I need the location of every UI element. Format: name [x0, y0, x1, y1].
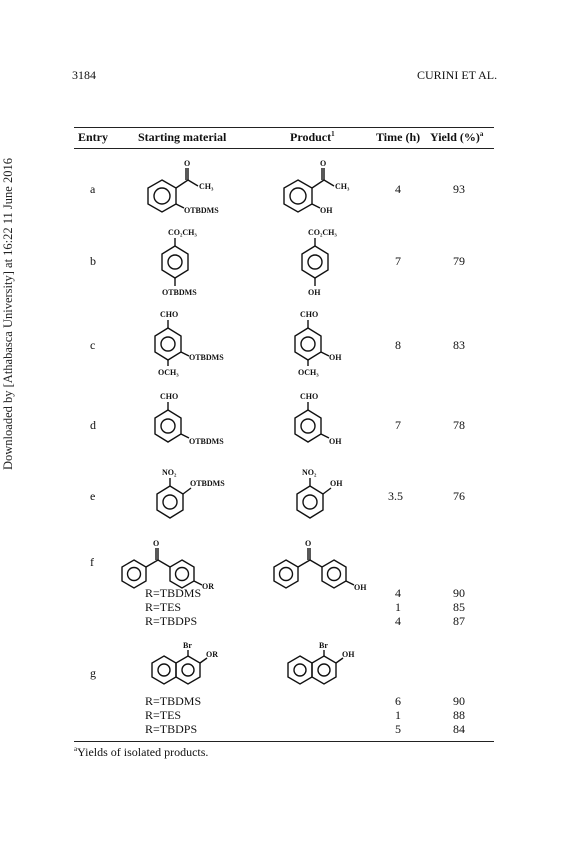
svg-text:NO₂: NO₂ — [302, 468, 317, 477]
svg-text:OTBDMS: OTBDMS — [162, 288, 197, 297]
structure-d-product — [288, 390, 388, 455]
svg-text:CH₃: CH₃ — [335, 182, 350, 191]
svg-text:Br: Br — [319, 641, 328, 650]
svg-text:OH: OH — [354, 583, 367, 592]
structure-c-starting — [148, 308, 248, 383]
svg-text:O: O — [320, 159, 327, 168]
table-header-rule — [74, 148, 494, 149]
structure-b-product — [290, 226, 370, 301]
yield-value: 85 — [453, 600, 465, 614]
svg-text:O: O — [153, 539, 160, 548]
entry-label: e — [90, 489, 96, 503]
time-value: 6 — [395, 694, 401, 708]
time-value: 3.5 — [388, 489, 403, 503]
entry-label: a — [90, 182, 96, 196]
structure-g-starting — [150, 640, 260, 695]
svg-text:CHO: CHO — [300, 392, 319, 401]
yield-value: 84 — [453, 722, 465, 736]
time-value: 7 — [395, 418, 401, 432]
structure-a-product — [276, 158, 376, 223]
entry-label: f — [90, 555, 94, 569]
yield-value: 90 — [453, 586, 465, 600]
header-time: Time (h) — [376, 130, 421, 144]
svg-text:OH: OH — [330, 479, 343, 488]
yield-value: 90 — [453, 694, 465, 708]
yield-value: 76 — [453, 489, 465, 503]
download-notice: Downloaded by [Athabasca University] at 16:22 11 June 2016 — [1, 158, 15, 470]
structure-c-product — [288, 308, 388, 383]
svg-text:OR: OR — [206, 650, 218, 659]
structure-d-starting — [148, 390, 248, 455]
structure-a-starting — [140, 158, 240, 223]
time-value: 4 — [395, 182, 401, 196]
svg-text:O: O — [305, 539, 312, 548]
structure-f-product — [270, 540, 400, 603]
svg-text:NO₂: NO₂ — [162, 468, 177, 477]
r-group: R=TBDMS — [145, 586, 202, 600]
svg-text:O: O — [184, 159, 191, 168]
time-value: 1 — [395, 600, 401, 614]
r-group: R=TES — [145, 708, 182, 722]
svg-text:OH: OH — [342, 650, 355, 659]
header-yield: Yield (%)$^a$ — [430, 130, 484, 144]
time-value: 5 — [395, 722, 401, 736]
yield-value: 87 — [453, 614, 465, 628]
structure-e-starting — [150, 466, 250, 531]
structure-g-product — [286, 640, 396, 695]
table-top-rule — [74, 127, 494, 128]
svg-text:OTBDMS: OTBDMS — [190, 479, 225, 488]
header-product: Product$^1$ — [290, 130, 335, 144]
structure-e-product — [290, 466, 390, 531]
r-group: R=TBDPS — [145, 614, 198, 628]
running-head: CURINI ET AL. — [417, 68, 498, 82]
structure-f-starting — [118, 540, 248, 595]
svg-text:OTBDMS: OTBDMS — [189, 353, 224, 362]
svg-text:OH: OH — [329, 437, 342, 446]
yield-value: 83 — [453, 338, 465, 352]
svg-text:Br: Br — [183, 641, 192, 650]
r-group: R=TES — [145, 600, 182, 614]
svg-text:OH: OH — [308, 288, 321, 297]
svg-text:CH₃: CH₃ — [199, 182, 214, 191]
time-value: 1 — [395, 708, 401, 722]
svg-text:OCH₃: OCH₃ — [158, 368, 179, 377]
time-value: 7 — [395, 254, 401, 268]
yield-value: 93 — [453, 182, 465, 196]
yield-value: 79 — [453, 254, 465, 268]
r-group: R=TBDMS — [145, 694, 202, 708]
svg-text:CO₂CH₃: CO₂CH₃ — [308, 228, 337, 237]
header-starting-material: Starting material — [138, 130, 227, 144]
entry-label: g — [90, 666, 96, 680]
time-value: 4 — [395, 614, 401, 628]
svg-text:CHO: CHO — [300, 310, 319, 319]
table-bottom-rule — [74, 741, 494, 742]
page-number: 3184 — [72, 68, 96, 82]
svg-text:OR: OR — [202, 582, 214, 591]
svg-text:OTBDMS: OTBDMS — [184, 206, 219, 215]
svg-text:OTBDMS: OTBDMS — [189, 437, 224, 446]
structure-b-starting — [150, 226, 230, 301]
yield-value: 78 — [453, 418, 465, 432]
entry-label: c — [90, 338, 96, 352]
table-footnote: $^a$Yields of isolated products. — [74, 745, 209, 759]
svg-text:OCH₃: OCH₃ — [298, 368, 319, 377]
time-value: 4 — [395, 586, 401, 600]
svg-text:CHO: CHO — [160, 310, 179, 319]
yield-value: 88 — [453, 708, 465, 722]
svg-text:OH: OH — [320, 206, 333, 215]
header-entry: Entry — [78, 130, 108, 144]
svg-text:OH: OH — [329, 353, 342, 362]
entry-label: b — [90, 254, 96, 268]
r-group: R=TBDPS — [145, 722, 198, 736]
entry-label: d — [90, 418, 96, 432]
time-value: 8 — [395, 338, 401, 352]
svg-text:CO₂CH₃: CO₂CH₃ — [168, 228, 197, 237]
svg-text:CHO: CHO — [160, 392, 179, 401]
